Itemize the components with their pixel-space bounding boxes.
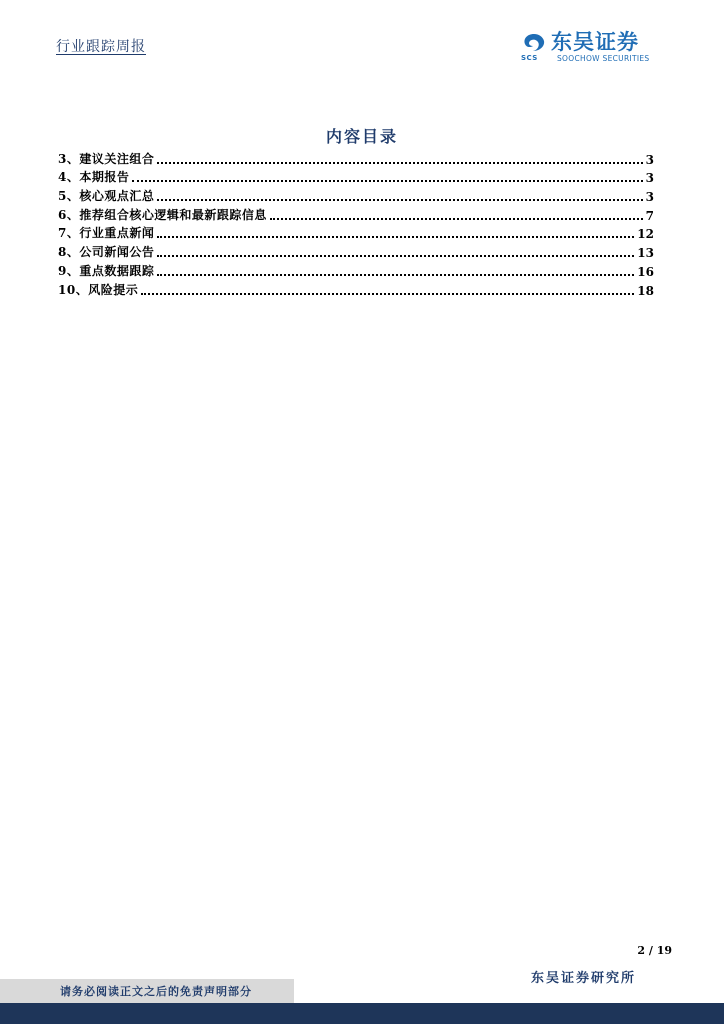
toc-entry-label: 4、本期报告 xyxy=(58,170,130,185)
toc-entry-label: 7、行业重点新闻 xyxy=(58,226,155,241)
toc-entry[interactable] xyxy=(58,241,654,260)
toc-entry-page: 16 xyxy=(637,264,654,279)
toc-entry-label: 10、风险提示 xyxy=(58,282,139,297)
toc-leader-dots xyxy=(157,162,642,164)
toc-heading: 内容目录 xyxy=(325,127,398,146)
toc-leader-dots xyxy=(270,218,643,220)
toc-leader-dots xyxy=(157,255,634,257)
toc-entry[interactable] xyxy=(58,204,654,223)
firm-name: 东吴证券研究所 xyxy=(530,971,636,986)
toc-entry-label: 9、重点数据跟踪 xyxy=(58,263,155,278)
toc-entry-page: 3 xyxy=(645,152,654,167)
toc-leader-dots xyxy=(157,236,634,238)
toc-entry[interactable] xyxy=(58,279,654,298)
logo-mark-text: SCS xyxy=(521,54,538,62)
toc-leader-dots xyxy=(157,274,634,276)
toc-entry-page: 3 xyxy=(645,171,654,186)
company-logo xyxy=(521,30,671,66)
toc-entry-label: 5、核心观点汇总 xyxy=(58,189,155,204)
logo-name-en: SOOCHOW SECURITIES xyxy=(557,54,650,63)
toc-entry-page: 3 xyxy=(645,190,654,205)
logo-name-cn: 东吴证券 xyxy=(551,30,639,54)
toc-entry-page: 7 xyxy=(645,208,654,223)
toc-entry-page: 13 xyxy=(637,246,654,261)
logo-swirl-icon xyxy=(521,32,547,54)
toc-entry-page: 18 xyxy=(637,283,654,298)
table-of-contents xyxy=(58,148,654,298)
footer-bar xyxy=(0,1003,724,1024)
toc-entry-label: 3、建议关注组合 xyxy=(58,151,155,166)
toc-leader-dots xyxy=(132,180,642,182)
page-number: 2 / 19 xyxy=(637,944,672,957)
toc-entry[interactable] xyxy=(58,260,654,279)
toc-leader-dots xyxy=(141,293,634,295)
toc-entry[interactable] xyxy=(58,148,654,167)
toc-entry[interactable] xyxy=(58,185,654,204)
toc-entry-label: 6、推荐组合核心逻辑和最新跟踪信息 xyxy=(58,207,267,222)
disclaimer-text: 请务必阅读正文之后的免责声明部分 xyxy=(60,985,252,998)
toc-entry[interactable] xyxy=(58,167,654,186)
toc-entry-page: 12 xyxy=(637,227,654,242)
header-title: 行业跟踪周报 xyxy=(56,39,146,55)
toc-leader-dots xyxy=(157,199,642,201)
toc-entry-label: 8、公司新闻公告 xyxy=(58,245,155,260)
toc-entry[interactable] xyxy=(58,223,654,242)
